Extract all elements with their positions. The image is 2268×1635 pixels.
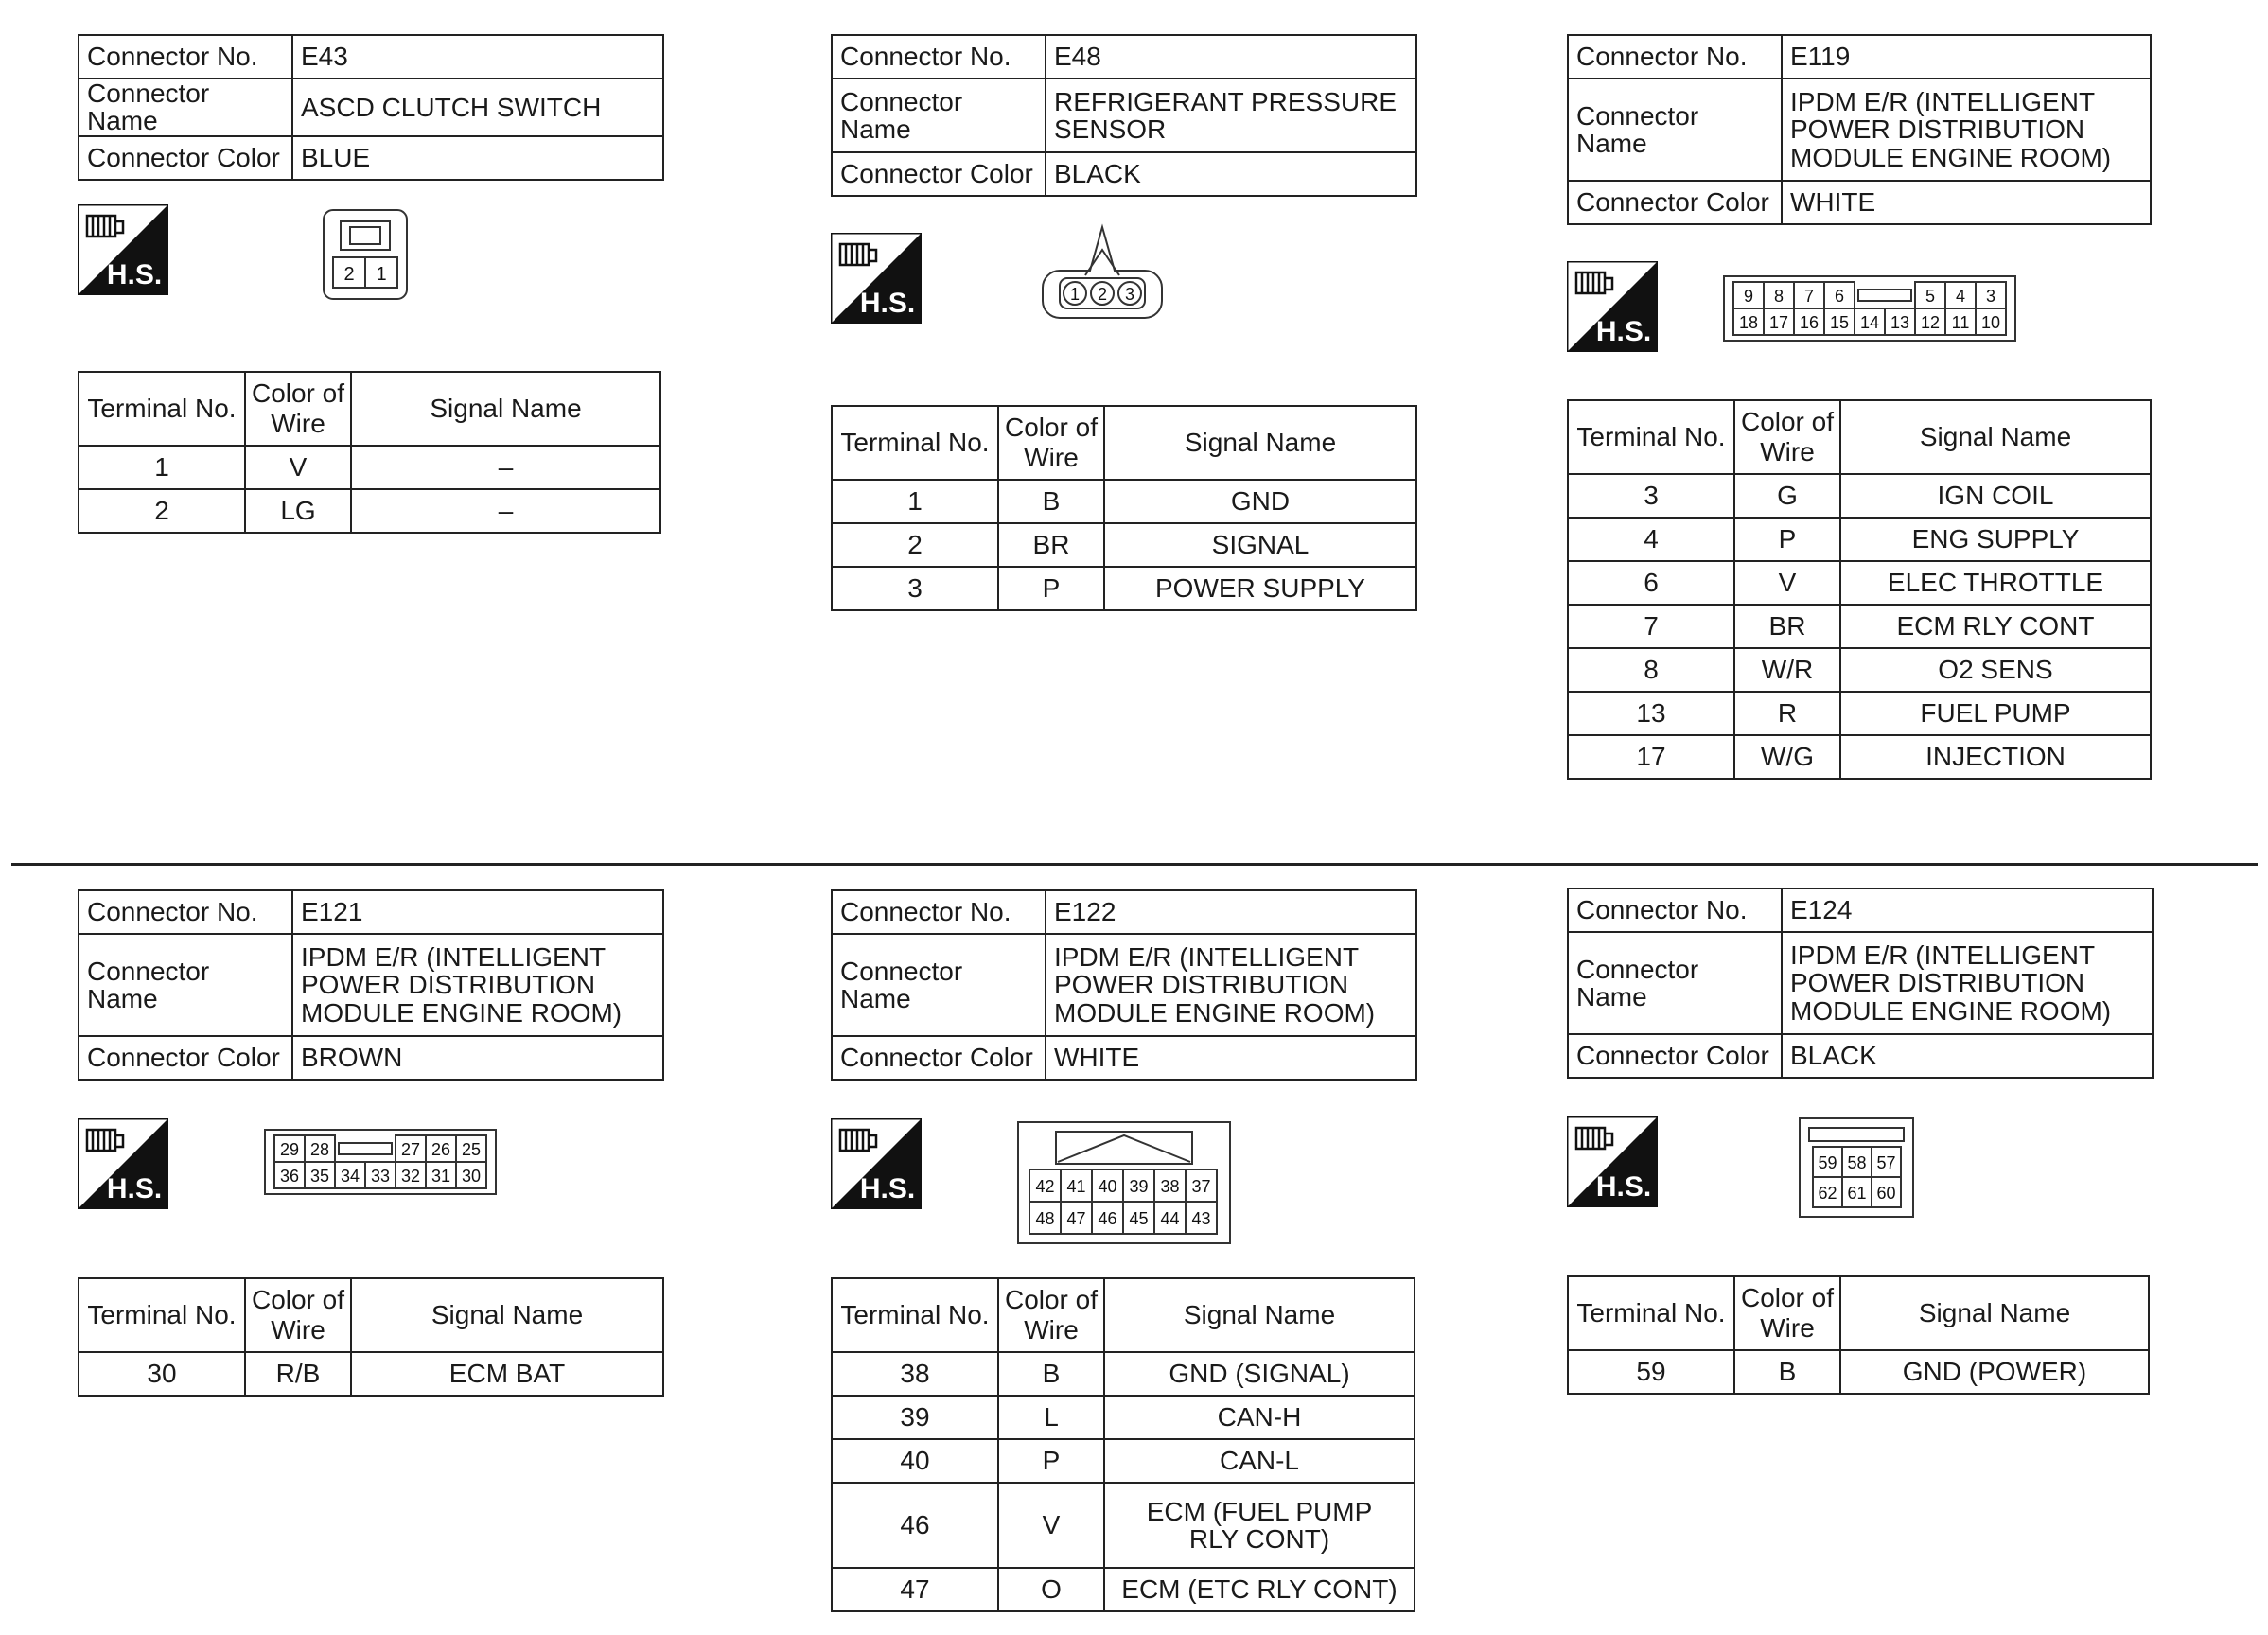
pin-number: 31	[431, 1167, 451, 1186]
section-divider	[11, 863, 2258, 866]
connector-info-table	[831, 889, 1417, 1081]
signal-name-cell: ECM RLY CONT	[1840, 605, 2151, 648]
table-row	[1568, 605, 2151, 648]
connector-color-value: WHITE	[1046, 1036, 1416, 1080]
hs-label: H.S.	[1595, 316, 1652, 347]
pin-number: 7	[1803, 287, 1815, 306]
pin-number: 38	[1160, 1177, 1180, 1196]
connector-face-diagram	[1041, 223, 1164, 327]
connector-color-label: Connector Color	[79, 136, 292, 180]
pin-number: 16	[1799, 313, 1820, 332]
wire-color-cell: R	[1734, 692, 1840, 735]
hs-label: H.S.	[1595, 1171, 1652, 1203]
color-of-wire-header: Color of Wire	[1734, 1276, 1840, 1350]
connector-color-label: Connector Color	[79, 1036, 292, 1080]
pin-number: 43	[1191, 1209, 1211, 1228]
connector-name-value: IPDM E/R (INTELLIGENT POWER DISTRIBUTION MODULE ENGINE ROOM)	[292, 934, 663, 1036]
connector-face-diagram	[1722, 274, 2017, 343]
pin-number: 59	[1818, 1153, 1837, 1172]
wire-color-cell: O	[998, 1568, 1104, 1611]
wire-color-cell: V	[998, 1483, 1104, 1568]
table-row	[832, 1483, 1415, 1568]
wire-color-cell: P	[998, 567, 1104, 610]
connector-info-table	[1567, 888, 2154, 1079]
terminal-table	[1567, 1275, 2150, 1395]
pin-number: 35	[309, 1167, 330, 1186]
connector-name-value: IPDM E/R (INTELLIGENT POWER DISTRIBUTION MODULE ENGINE ROOM)	[1782, 932, 2153, 1034]
signal-name-cell: GND (SIGNAL)	[1104, 1352, 1415, 1396]
signal-name-header: Signal Name	[351, 372, 660, 446]
wire-color-cell: R/B	[245, 1352, 351, 1396]
pin-number: 3	[1124, 285, 1135, 304]
connector-name-value: IPDM E/R (INTELLIGENT POWER DISTRIBUTION MODULE ENGINE ROOM)	[1046, 934, 1416, 1036]
connector-no-value: E119	[1782, 35, 2151, 79]
hs-label: H.S.	[859, 1173, 916, 1204]
pin-number: 15	[1829, 313, 1850, 332]
pin-number: 25	[461, 1140, 482, 1159]
signal-name-cell: FUEL PUMP	[1840, 692, 2151, 735]
color-of-wire-header: Color of Wire	[998, 1278, 1104, 1352]
connector-color-value: BLUE	[292, 136, 663, 180]
wire-color-cell: B	[998, 1352, 1104, 1396]
pin-number: 27	[400, 1140, 421, 1159]
wire-color-cell: P	[998, 1439, 1104, 1483]
terminal-no-cell: 59	[1568, 1350, 1734, 1394]
signal-name-cell: O2 SENS	[1840, 648, 2151, 692]
connector-info-table	[831, 34, 1417, 197]
connector-name-value: ASCD CLUTCH SWITCH	[292, 79, 663, 136]
terminal-no-cell: 17	[1568, 735, 1734, 779]
wire-color-cell: BR	[998, 523, 1104, 567]
signal-name-cell: –	[351, 446, 660, 489]
pin-number: 36	[279, 1167, 300, 1186]
connector-no-label: Connector No.	[1568, 35, 1782, 79]
connector-color-label: Connector Color	[1568, 181, 1782, 224]
table-row	[79, 489, 660, 533]
terminal-no-header: Terminal No.	[1568, 400, 1734, 474]
pin-number: 2	[1097, 285, 1108, 304]
signal-name-cell: POWER SUPPLY	[1104, 567, 1416, 610]
connector-info-table	[1567, 34, 2152, 225]
connector-face-diagram	[322, 208, 409, 301]
connector-face-diagram	[263, 1128, 498, 1196]
signal-name-cell: GND	[1104, 480, 1416, 523]
pin-number: 18	[1738, 313, 1759, 332]
pin-number: 37	[1191, 1177, 1211, 1196]
connector-face-diagram	[1798, 1116, 1915, 1219]
terminal-no-cell: 2	[832, 523, 998, 567]
connector-no-label: Connector No.	[832, 35, 1046, 79]
pin-number: 1	[376, 264, 387, 285]
hs-label: H.S.	[106, 1173, 163, 1204]
connector-name-label: Connector Name	[79, 79, 292, 136]
pin-number: 9	[1743, 287, 1754, 306]
table-row	[1568, 735, 2151, 779]
table-row	[79, 446, 660, 489]
hs-label: H.S.	[106, 259, 163, 290]
terminal-table	[831, 1277, 1415, 1612]
terminal-no-cell: 30	[79, 1352, 245, 1396]
terminal-table	[78, 371, 661, 534]
terminal-no-cell: 7	[1568, 605, 1734, 648]
wire-color-cell: B	[998, 480, 1104, 523]
signal-name-cell: –	[351, 489, 660, 533]
terminal-table	[831, 405, 1417, 611]
connector-no-label: Connector No.	[79, 35, 292, 79]
table-row	[832, 480, 1416, 523]
signal-name-header: Signal Name	[1104, 1278, 1415, 1352]
wire-color-cell: P	[1734, 518, 1840, 561]
pin-number: 39	[1129, 1177, 1149, 1196]
pin-number: 32	[400, 1167, 421, 1186]
terminal-no-header: Terminal No.	[832, 406, 998, 480]
pin-number: 5	[1925, 287, 1936, 306]
signal-name-header: Signal Name	[1840, 1276, 2149, 1350]
wire-color-cell: V	[245, 446, 351, 489]
pin-number: 10	[1980, 313, 2001, 332]
pin-number: 42	[1035, 1177, 1055, 1196]
table-row	[1568, 648, 2151, 692]
table-row	[832, 1568, 1415, 1611]
signal-name-cell: CAN-L	[1104, 1439, 1415, 1483]
pin-number: 26	[431, 1140, 451, 1159]
connector-name-label: Connector Name	[832, 79, 1046, 152]
pin-number: 2	[343, 264, 355, 285]
table-row	[832, 1439, 1415, 1483]
pin-number: 40	[1098, 1177, 1117, 1196]
pin-number: 44	[1160, 1209, 1180, 1228]
connector-info-table	[78, 889, 664, 1081]
hs-label: H.S.	[859, 288, 916, 319]
wire-color-cell: BR	[1734, 605, 1840, 648]
connector-name-label: Connector Name	[832, 934, 1046, 1036]
signal-name-cell: ENG SUPPLY	[1840, 518, 2151, 561]
wire-color-cell: G	[1734, 474, 1840, 518]
pin-number: 17	[1768, 313, 1789, 332]
table-row	[1568, 474, 2151, 518]
pin-number: 47	[1066, 1209, 1086, 1228]
signal-name-cell: ELEC THROTTLE	[1840, 561, 2151, 605]
pin-number: 60	[1876, 1184, 1896, 1203]
table-row	[832, 523, 1416, 567]
terminal-no-cell: 1	[832, 480, 998, 523]
terminal-no-cell: 8	[1568, 648, 1734, 692]
pin-number: 30	[461, 1167, 482, 1186]
wire-color-cell: B	[1734, 1350, 1840, 1394]
connector-info-table	[78, 34, 664, 181]
pin-number: 8	[1773, 287, 1785, 306]
terminal-no-cell: 47	[832, 1568, 998, 1611]
terminal-no-cell: 3	[1568, 474, 1734, 518]
terminal-no-cell: 2	[79, 489, 245, 533]
connector-no-label: Connector No.	[79, 890, 292, 934]
connector-no-value: E43	[292, 35, 663, 79]
table-row	[1568, 518, 2151, 561]
pin-number: 34	[340, 1167, 360, 1186]
connector-no-value: E124	[1782, 888, 2153, 932]
color-of-wire-header: Color of Wire	[1734, 400, 1840, 474]
color-of-wire-header: Color of Wire	[998, 406, 1104, 480]
terminal-no-cell: 13	[1568, 692, 1734, 735]
connector-name-label: Connector Name	[1568, 932, 1782, 1034]
pin-number: 11	[1951, 313, 1970, 332]
wire-color-cell: LG	[245, 489, 351, 533]
terminal-no-header: Terminal No.	[832, 1278, 998, 1352]
connector-no-value: E48	[1046, 35, 1416, 79]
signal-name-cell: ECM BAT	[351, 1352, 663, 1396]
signal-name-cell: IGN COIL	[1840, 474, 2151, 518]
pin-number: 57	[1876, 1153, 1896, 1172]
color-of-wire-header: Color of Wire	[245, 1278, 351, 1352]
connector-color-label: Connector Color	[832, 1036, 1046, 1080]
pin-number: 58	[1847, 1153, 1867, 1172]
harness-side-icon	[1567, 261, 1658, 352]
pin-number: 4	[1955, 287, 1966, 306]
table-row	[79, 1352, 663, 1396]
connector-name-value: REFRIGERANT PRESSURE SENSOR	[1046, 79, 1416, 152]
terminal-no-cell: 38	[832, 1352, 998, 1396]
color-of-wire-header: Color of Wire	[245, 372, 351, 446]
connector-no-label: Connector No.	[832, 890, 1046, 934]
terminal-table	[78, 1277, 664, 1397]
signal-name-cell: ECM (ETC RLY CONT)	[1104, 1568, 1415, 1611]
harness-side-icon	[831, 233, 922, 324]
terminal-no-cell: 6	[1568, 561, 1734, 605]
table-row	[832, 1352, 1415, 1396]
terminal-no-cell: 1	[79, 446, 245, 489]
table-row	[1568, 561, 2151, 605]
wire-color-cell: L	[998, 1396, 1104, 1439]
wire-color-cell: W/R	[1734, 648, 1840, 692]
signal-name-header: Signal Name	[1104, 406, 1416, 480]
wire-color-cell: V	[1734, 561, 1840, 605]
pin-number: 48	[1035, 1209, 1055, 1228]
terminal-table	[1567, 399, 2152, 780]
signal-name-cell: GND (POWER)	[1840, 1350, 2149, 1394]
pin-number: 29	[279, 1140, 300, 1159]
table-row	[1568, 1350, 2149, 1394]
connector-name-label: Connector Name	[79, 934, 292, 1036]
harness-side-icon	[831, 1118, 922, 1209]
connector-color-value: BROWN	[292, 1036, 663, 1080]
pin-number: 33	[370, 1167, 391, 1186]
signal-name-header: Signal Name	[1840, 400, 2151, 474]
pin-number: 12	[1920, 313, 1941, 332]
terminal-no-header: Terminal No.	[79, 1278, 245, 1352]
pin-number: 3	[1985, 287, 1996, 306]
pin-number: 1	[1069, 285, 1081, 304]
signal-name-cell: CAN-H	[1104, 1396, 1415, 1439]
pin-number: 6	[1834, 287, 1845, 306]
wire-color-cell: W/G	[1734, 735, 1840, 779]
harness-side-icon	[78, 204, 168, 295]
connector-no-value: E122	[1046, 890, 1416, 934]
connector-color-value: BLACK	[1782, 1034, 2153, 1078]
terminal-no-header: Terminal No.	[79, 372, 245, 446]
table-row	[1568, 692, 2151, 735]
terminal-no-cell: 40	[832, 1439, 998, 1483]
terminal-no-cell: 4	[1568, 518, 1734, 561]
table-row	[832, 1396, 1415, 1439]
signal-name-cell: SIGNAL	[1104, 523, 1416, 567]
pin-number: 45	[1129, 1209, 1149, 1228]
connector-name-value: IPDM E/R (INTELLIGENT POWER DISTRIBUTION MODULE ENGINE ROOM)	[1782, 79, 2151, 181]
harness-side-icon	[1567, 1116, 1658, 1207]
connector-color-value: BLACK	[1046, 152, 1416, 196]
connector-color-label: Connector Color	[832, 152, 1046, 196]
connector-name-label: Connector Name	[1568, 79, 1782, 181]
connector-no-value: E121	[292, 890, 663, 934]
signal-name-cell: INJECTION	[1840, 735, 2151, 779]
terminal-no-cell: 46	[832, 1483, 998, 1568]
terminal-no-cell: 3	[832, 567, 998, 610]
pin-number: 62	[1818, 1184, 1837, 1203]
connector-face-diagram	[1016, 1120, 1232, 1245]
pin-number: 14	[1859, 313, 1880, 332]
signal-name-cell: ECM (FUEL PUMP RLY CONT)	[1104, 1483, 1415, 1568]
connector-color-value: WHITE	[1782, 181, 2151, 224]
pin-number: 46	[1098, 1209, 1117, 1228]
signal-name-header: Signal Name	[351, 1278, 663, 1352]
pin-number: 61	[1847, 1184, 1867, 1203]
pin-number: 13	[1890, 313, 1910, 332]
pin-number: 41	[1066, 1177, 1086, 1196]
connector-no-label: Connector No.	[1568, 888, 1782, 932]
harness-side-icon	[78, 1118, 168, 1209]
terminal-no-header: Terminal No.	[1568, 1276, 1734, 1350]
table-row	[832, 567, 1416, 610]
pin-number: 28	[309, 1140, 330, 1159]
connector-color-label: Connector Color	[1568, 1034, 1782, 1078]
terminal-no-cell: 39	[832, 1396, 998, 1439]
